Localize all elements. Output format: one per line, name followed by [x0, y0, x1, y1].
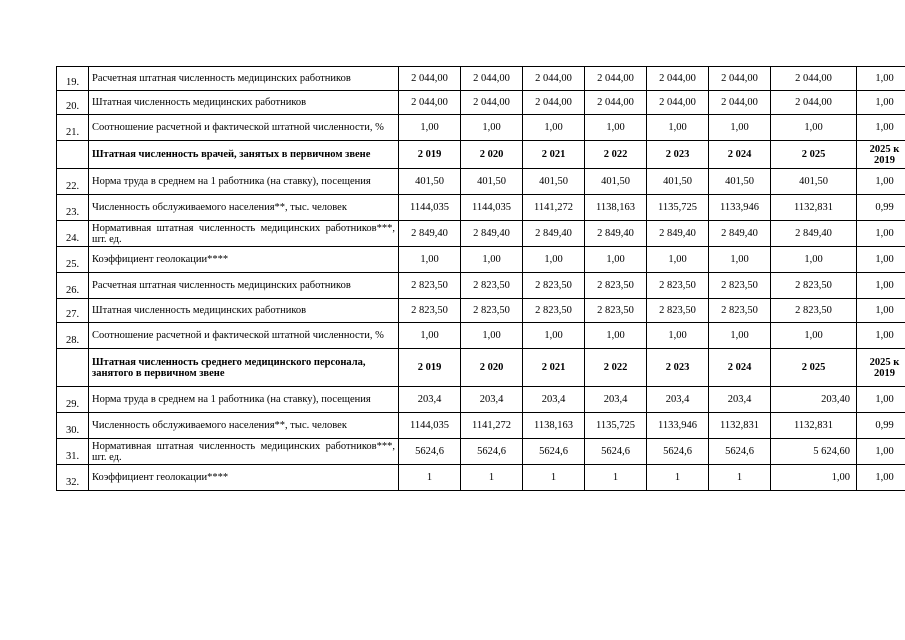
year-value-cell: 5 624,60 [771, 439, 857, 465]
year-value-cell: 1,00 [709, 115, 771, 141]
row-label: Соотношение расчетной и фактической штатной численности, % [89, 323, 399, 349]
year-value-cell: 1,00 [461, 115, 523, 141]
year-value-cell: 5624,6 [461, 439, 523, 465]
year-value-cell: 1,00 [771, 323, 857, 349]
row-number: 26. [57, 273, 89, 299]
row-number: 30. [57, 413, 89, 439]
year-value-cell: 401,50 [585, 169, 647, 195]
row-label: Нормативная штатная численность медицинских работников***, шт. ед. [89, 221, 399, 247]
year-value-cell: 2 823,50 [399, 299, 461, 323]
year-value-cell: 2 849,40 [585, 221, 647, 247]
section-header-row [57, 349, 905, 387]
row-number: 20. [57, 91, 89, 115]
year-value-cell: 2 823,50 [771, 273, 857, 299]
year-value-cell: 1135,725 [585, 413, 647, 439]
row-number: 22. [57, 169, 89, 195]
table-row [57, 221, 905, 247]
year-value-cell: 1 [461, 465, 523, 491]
year-value-cell: 2 823,50 [647, 299, 709, 323]
year-value-cell: 1133,946 [709, 195, 771, 221]
table-row [57, 195, 905, 221]
ratio-cell: 2025 к 2019 [857, 141, 905, 169]
year-value-cell: 2 044,00 [461, 91, 523, 115]
table-row [57, 91, 905, 115]
year-value-cell: 1,00 [771, 247, 857, 273]
year-value-cell: 203,4 [585, 387, 647, 413]
year-value-cell: 2 849,40 [523, 221, 585, 247]
year-value-cell: 1132,831 [771, 413, 857, 439]
year-value-cell: 1,00 [709, 247, 771, 273]
row-label: Коэффициент геолокации**** [89, 247, 399, 273]
year-value-cell: 1138,163 [585, 195, 647, 221]
year-value-cell: 1 [399, 465, 461, 491]
table-row [57, 439, 905, 465]
year-value-cell: 1 [585, 465, 647, 491]
table-row [57, 247, 905, 273]
year-value-cell: 1132,831 [771, 195, 857, 221]
year-value-cell: 2 044,00 [399, 91, 461, 115]
year-value-cell: 2 044,00 [523, 67, 585, 91]
ratio-cell: 1,00 [857, 91, 905, 115]
table-row [57, 387, 905, 413]
ratio-cell: 2025 к 2019 [857, 349, 905, 387]
ratio-cell: 1,00 [857, 169, 905, 195]
year-value-cell: 2 044,00 [709, 91, 771, 115]
year-value-cell: 5624,6 [523, 439, 585, 465]
year-value-cell: 5624,6 [647, 439, 709, 465]
year-value-cell: 401,50 [771, 169, 857, 195]
row-number [57, 349, 89, 387]
year-value-cell: 1,00 [585, 323, 647, 349]
row-number: 21. [57, 115, 89, 141]
table-body [57, 67, 905, 491]
year-value-cell: 401,50 [523, 169, 585, 195]
year-value-cell: 1,00 [647, 323, 709, 349]
row-label: Численность обслуживаемого населения**, тыс. человек [89, 413, 399, 439]
ratio-cell: 1,00 [857, 221, 905, 247]
table-row [57, 323, 905, 349]
row-label: Расчетная штатная численность медицинских работников [89, 273, 399, 299]
year-value-cell: 1 [647, 465, 709, 491]
staffing-table [56, 66, 905, 491]
ratio-cell: 1,00 [857, 115, 905, 141]
year-value-cell: 2 849,40 [709, 221, 771, 247]
row-number: 25. [57, 247, 89, 273]
row-number: 28. [57, 323, 89, 349]
row-label: Коэффициент геолокации**** [89, 465, 399, 491]
year-value-cell: 1,00 [709, 323, 771, 349]
ratio-cell: 1,00 [857, 387, 905, 413]
year-value-cell: 2 823,50 [399, 273, 461, 299]
section-header-row [57, 141, 905, 169]
year-value-cell: 1,00 [523, 323, 585, 349]
year-value-cell: 2 849,40 [771, 221, 857, 247]
year-value-cell: 1133,946 [647, 413, 709, 439]
year-value-cell: 2 044,00 [585, 67, 647, 91]
row-number: 19. [57, 67, 89, 91]
year-value-cell: 2 823,50 [523, 299, 585, 323]
row-number: 32. [57, 465, 89, 491]
year-value-cell: 401,50 [647, 169, 709, 195]
ratio-cell: 0,99 [857, 413, 905, 439]
year-value-cell: 2 823,50 [709, 273, 771, 299]
row-number [57, 141, 89, 169]
year-value-cell: 401,50 [399, 169, 461, 195]
year-value-cell: 1,00 [399, 247, 461, 273]
year-value-cell: 2 019 [399, 141, 461, 169]
ratio-cell: 0,99 [857, 195, 905, 221]
row-label: Штатная численность медицинских работников [89, 299, 399, 323]
year-value-cell: 2 044,00 [585, 91, 647, 115]
year-value-cell: 2 823,50 [647, 273, 709, 299]
table-row [57, 169, 905, 195]
ratio-cell: 1,00 [857, 273, 905, 299]
row-label: Норма труда в среднем на 1 работника (на ставку), посещения [89, 169, 399, 195]
year-value-cell: 1,00 [771, 465, 857, 491]
year-value-cell: 1,00 [399, 115, 461, 141]
ratio-cell: 1,00 [857, 299, 905, 323]
year-value-cell: 2 044,00 [523, 91, 585, 115]
year-value-cell: 1135,725 [647, 195, 709, 221]
year-value-cell: 2 044,00 [399, 67, 461, 91]
year-value-cell: 1,00 [399, 323, 461, 349]
row-number: 31. [57, 439, 89, 465]
row-label: Расчетная штатная численность медицинских работников [89, 67, 399, 91]
row-number: 29. [57, 387, 89, 413]
year-value-cell: 2 823,50 [461, 299, 523, 323]
year-value-cell: 2 023 [647, 349, 709, 387]
year-value-cell: 2 849,40 [647, 221, 709, 247]
year-value-cell: 203,4 [709, 387, 771, 413]
year-value-cell: 2 022 [585, 141, 647, 169]
year-value-cell: 1144,035 [399, 413, 461, 439]
year-value-cell: 1141,272 [523, 195, 585, 221]
table-row [57, 273, 905, 299]
row-number: 27. [57, 299, 89, 323]
year-value-cell: 1141,272 [461, 413, 523, 439]
year-value-cell: 2 044,00 [461, 67, 523, 91]
row-label: Соотношение расчетной и фактической штатной численности, % [89, 115, 399, 141]
year-value-cell: 2 023 [647, 141, 709, 169]
year-value-cell: 2 025 [771, 141, 857, 169]
year-value-cell: 1,00 [585, 247, 647, 273]
year-value-cell: 2 020 [461, 349, 523, 387]
year-value-cell: 2 823,50 [585, 299, 647, 323]
year-value-cell: 2 823,50 [523, 273, 585, 299]
table-row [57, 115, 905, 141]
year-value-cell: 2 044,00 [709, 67, 771, 91]
table-row [57, 413, 905, 439]
year-value-cell: 5624,6 [709, 439, 771, 465]
year-value-cell: 1 [523, 465, 585, 491]
year-value-cell: 2 044,00 [647, 91, 709, 115]
table-row [57, 67, 905, 91]
year-value-cell: 401,50 [461, 169, 523, 195]
table-row [57, 299, 905, 323]
year-value-cell: 5624,6 [585, 439, 647, 465]
table-row [57, 465, 905, 491]
year-value-cell: 2 823,50 [709, 299, 771, 323]
year-value-cell: 203,4 [399, 387, 461, 413]
ratio-cell: 1,00 [857, 465, 905, 491]
year-value-cell: 1138,163 [523, 413, 585, 439]
year-value-cell: 5624,6 [399, 439, 461, 465]
year-value-cell: 2 024 [709, 349, 771, 387]
year-value-cell: 1,00 [647, 115, 709, 141]
year-value-cell: 1 [709, 465, 771, 491]
year-value-cell: 203,40 [771, 387, 857, 413]
ratio-cell: 1,00 [857, 67, 905, 91]
year-value-cell: 2 823,50 [585, 273, 647, 299]
ratio-cell: 1,00 [857, 439, 905, 465]
section-title: Штатная численность среднего медицинского персонала, занятого в первичном звене [89, 349, 399, 387]
year-value-cell: 2 021 [523, 349, 585, 387]
year-value-cell: 1132,831 [709, 413, 771, 439]
year-value-cell: 1,00 [523, 247, 585, 273]
year-value-cell: 203,4 [461, 387, 523, 413]
year-value-cell: 2 044,00 [647, 67, 709, 91]
year-value-cell: 2 025 [771, 349, 857, 387]
year-value-cell: 203,4 [523, 387, 585, 413]
section-title: Штатная численность врачей, занятых в первичном звене [89, 141, 399, 169]
year-value-cell: 1,00 [647, 247, 709, 273]
year-value-cell: 1144,035 [399, 195, 461, 221]
ratio-cell: 1,00 [857, 323, 905, 349]
year-value-cell: 2 019 [399, 349, 461, 387]
row-label: Нормативная штатная численность медицинских работников***, шт. ед. [89, 439, 399, 465]
year-value-cell: 2 044,00 [771, 91, 857, 115]
year-value-cell: 1,00 [523, 115, 585, 141]
year-value-cell: 2 022 [585, 349, 647, 387]
year-value-cell: 1,00 [461, 323, 523, 349]
year-value-cell: 2 849,40 [461, 221, 523, 247]
year-value-cell: 2 823,50 [461, 273, 523, 299]
year-value-cell: 2 044,00 [771, 67, 857, 91]
year-value-cell: 2 020 [461, 141, 523, 169]
year-value-cell: 401,50 [709, 169, 771, 195]
row-label: Штатная численность медицинских работников [89, 91, 399, 115]
row-label: Численность обслуживаемого населения**, тыс. человек [89, 195, 399, 221]
row-label: Норма труда в среднем на 1 работника (на ставку), посещения [89, 387, 399, 413]
year-value-cell: 2 024 [709, 141, 771, 169]
ratio-cell: 1,00 [857, 247, 905, 273]
year-value-cell: 2 849,40 [399, 221, 461, 247]
row-number: 23. [57, 195, 89, 221]
year-value-cell: 1144,035 [461, 195, 523, 221]
year-value-cell: 203,4 [647, 387, 709, 413]
year-value-cell: 2 021 [523, 141, 585, 169]
year-value-cell: 1,00 [461, 247, 523, 273]
row-number: 24. [57, 221, 89, 247]
year-value-cell: 1,00 [771, 115, 857, 141]
year-value-cell: 1,00 [585, 115, 647, 141]
year-value-cell: 2 823,50 [771, 299, 857, 323]
